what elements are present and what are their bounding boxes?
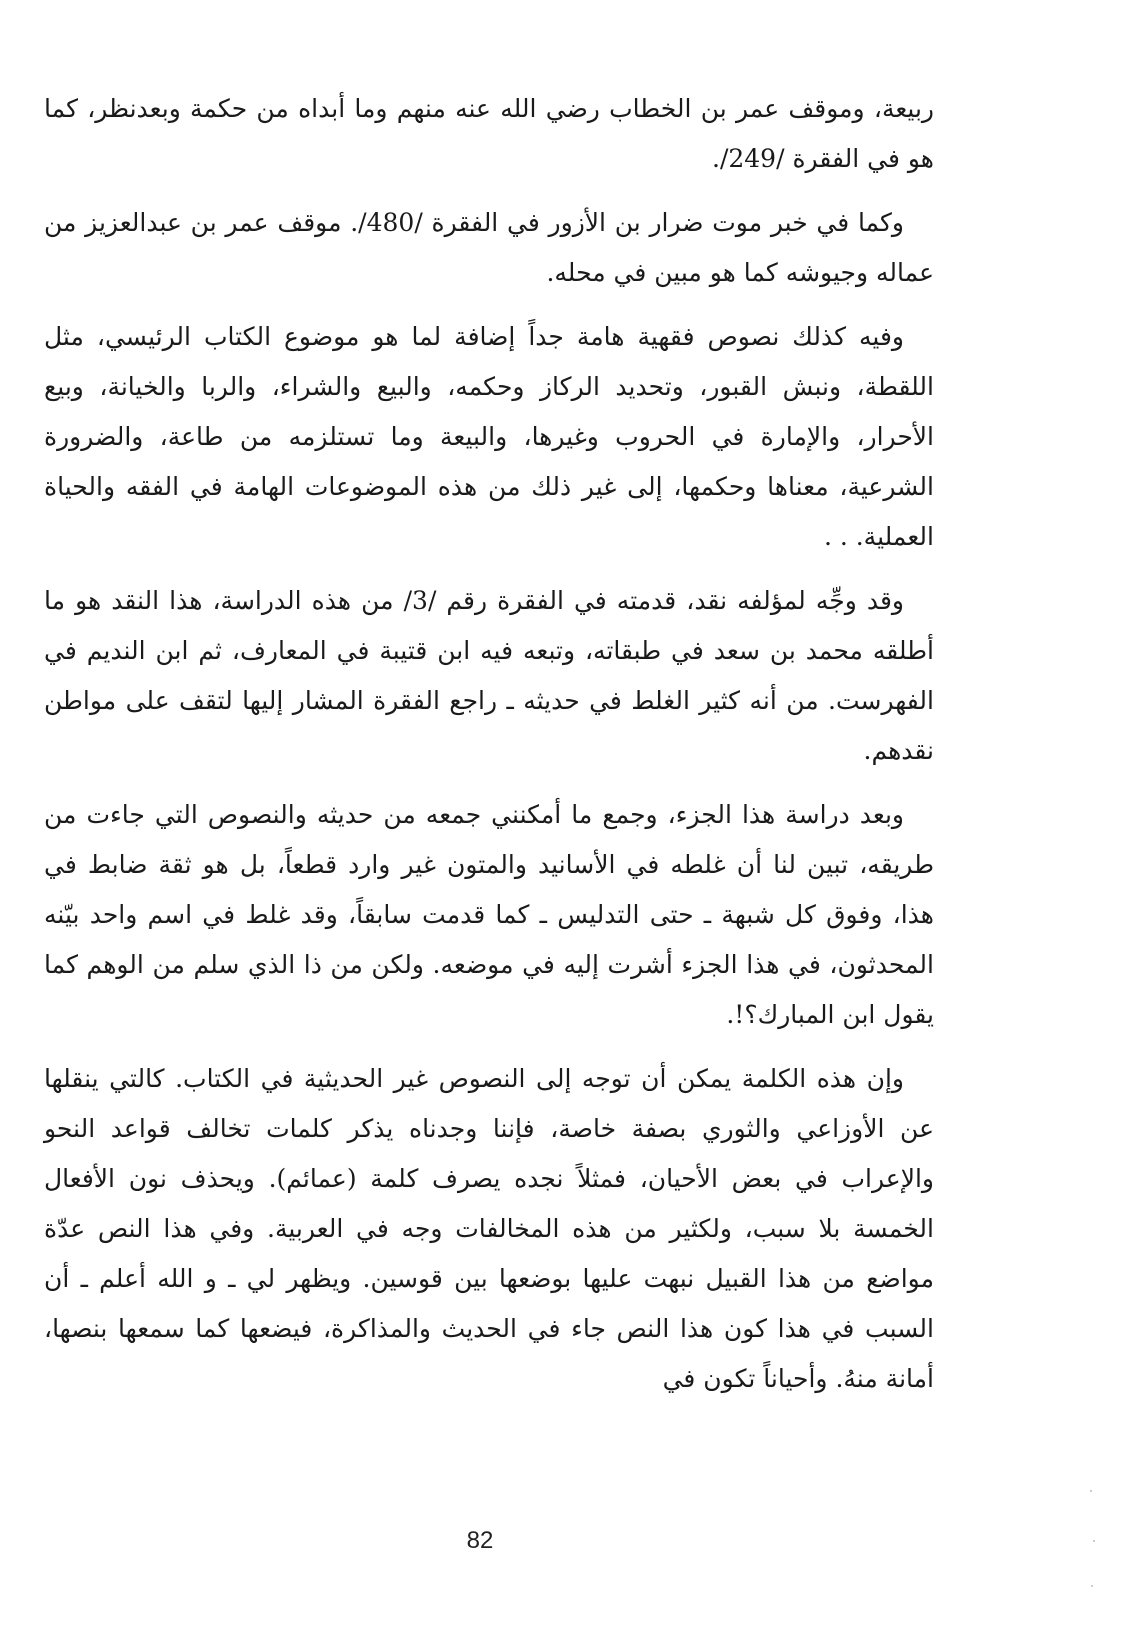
scan-speck [1091, 1585, 1093, 1587]
paragraph-3: وفيه كذلك نصوص فقهية هامة جداً إضافة لما هو موضوع الكتاب الرئيسي، مثل اللقطة، ونبش القبور، وتحديد الركاز وحكمه، والبيع والشراء، والربا والخيانة، وبيع الأحرار، والإمارة في الحروب وغيرها، والبيعة وما تستلزمه من طاعة، والضرورة الشرعية، معناها وحكمها، إلى غير ذلك من هذه الموضوعات الهامة في الفقه والحياة العملية. . . [44, 322, 934, 551]
paragraph-4: وقد وجِّه لمؤلفه نقد، قدمته في الفقرة رقم /3/ من هذه الدراسة، هذا النقد هو ما أطلقه محمد بن سعد في طبقاته، وتبعه فيه ابن قتيبة في المعارف، ثم ابن النديم في الفهرست. من أنه كثير الغلط في حديثه ـ راجع الفقرة المشار إليها لتقف على مواطن نقدهم. [44, 586, 934, 765]
scan-speck [1090, 1490, 1092, 1492]
paragraph-5: وبعد دراسة هذا الجزء، وجمع ما أمكنني جمعه من حديثه والنصوص التي جاءت من طريقه، تبين لنا أن غلطه في الأسانيد والمتون غير وارد قطعاً، بل هو ثقة ضابط في هذا، وفوق كل شبهة ـ حتى التدليس ـ كما قدمت سابقاً، وقد غلط في اسم واحد بيّنه المحدثون، في هذا الجزء أشرت إليه في موضعه. ولكن من ذا الذي سلم من الوهم كما يقول ابن المبارك؟!. [44, 800, 934, 1029]
paragraph-1: ربيعة، وموقف عمر بن الخطاب رضي الله عنه منهم وما أبداه من حكمة وبعدنظر، كما هو في الفقرة /249/. [44, 94, 934, 173]
scan-speck [1093, 1540, 1095, 1542]
page-number: 82 [466, 1527, 494, 1554]
paragraph-6: وإن هذه الكلمة يمكن أن توجه إلى النصوص غير الحديثية في الكتاب. كالتي ينقلها عن الأوزاعي والثوري بصفة خاصة، فإننا وجدناه يذكر كلمات تخالف قواعد النحو والإعراب في بعض الأحيان، فمثلاً نجده يصرف كلمة (عمائم). ويحذف نون الأفعال الخمسة بلا سبب، ولكثير من هذه المخالفات وجه في العربية. وفي هذا النص عدّة مواضع من هذا القبيل نبهت عليها بوضعها بين قوسين. ويظهر لي ـ و الله أعلم ـ أن السبب في هذا كون هذا النص جاء في الحديث والمذاكرة، فيضعها كما سمعها بنصها، أمانة منهُ. وأحياناً تكون في [44, 1064, 934, 1393]
paragraph-2: وكما في خبر موت ضرار بن الأزور في الفقرة /480/. موقف عمر بن عبدالعزيز من عماله وجيوشه كما هو مبين في محله. [44, 208, 934, 287]
body-text [44, 84, 934, 1418]
